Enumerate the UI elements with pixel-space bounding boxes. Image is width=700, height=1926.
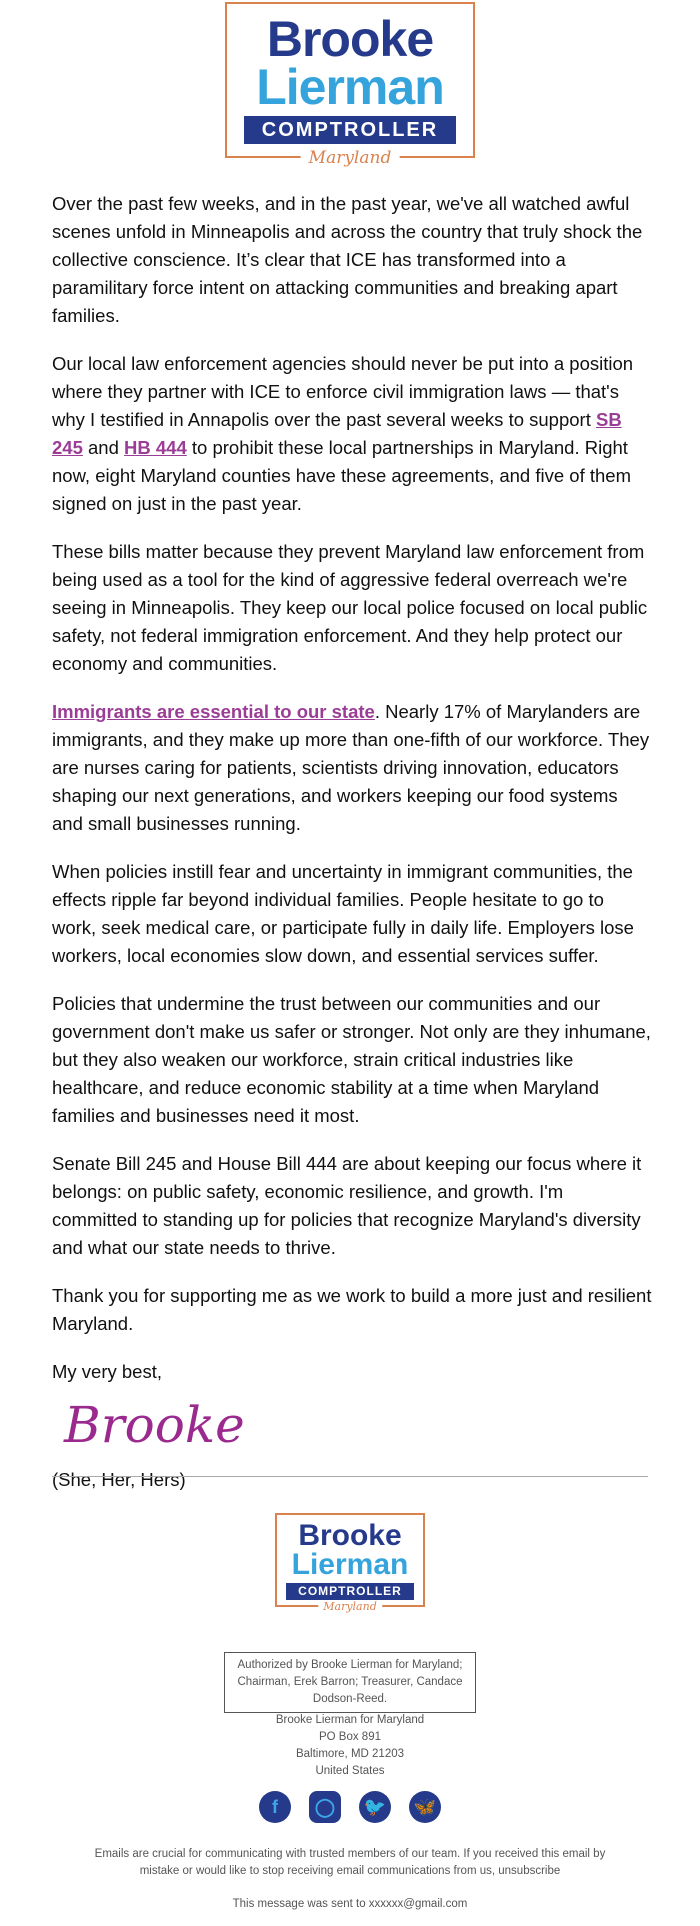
address-line: Brooke Lierman for Maryland (275, 1714, 425, 1726)
text: . Nearly 17% of Marylanders are immigrants, and they make up more than one-fifth of our workforce. They are nurses caring for patients, scientists driving innovation, educators shaping our next generations, and workers keeping our food systems and small businesses running. (52, 701, 650, 834)
header-logo (225, 2, 475, 168)
closing: My very best, (52, 1361, 162, 1382)
paragraph (52, 698, 652, 838)
paragraph: When policies instill fear and uncertainty in immigrant communities, the effects ripple far beyond individual families. People hesitate to go to work, seek medical care, or participate fully in daily life. Employers lose workers, local economies slow down, and essential services suffer. (52, 861, 634, 966)
notice-text: Emails are crucial for communicating with trusted members of our team. If you received this email by mistake or would like to stop receiving email communications from us, (94, 1848, 606, 1877)
address-line: Baltimore, MD 21203 (295, 1748, 405, 1760)
logo-last-name: Lierman (291, 1548, 409, 1581)
paragraph: Over the past few weeks, and in the past year, we've all watched awful scenes unfold in Minneapolis and across the country that truly shock the collective conscience. It’s clear that ICE has transformed into a paramilitary force intent on attacking communities and breaking apart families. (52, 193, 643, 326)
immigrants-essential-link[interactable]: Immigrants are essential to our state (52, 701, 375, 722)
footer-logo (275, 1513, 425, 1613)
sent-to: This message was sent to xxxxxx@gmail.com (232, 1898, 468, 1910)
logo-first-name: Brooke (298, 1519, 402, 1552)
email-body (52, 190, 652, 1514)
pronouns: (She, Her, Hers) (52, 1469, 186, 1490)
authorization-box: Authorized by Brooke Lierman for Maryland; Chairman, Erek Barron; Treasurer, Candace Dodson-Reed. (224, 1652, 476, 1713)
text: to prohibit these local partnerships in Maryland. Right now, eight Maryland counties have these agreements, and five of them signed on just in the past year. (52, 437, 631, 514)
paragraph: Thank you for supporting me as we work to build a more just and resilient Maryland. (52, 1285, 652, 1334)
unsubscribe-link[interactable]: unsubscribe (498, 1865, 561, 1877)
mailing-address (0, 1712, 700, 1780)
sb245-link[interactable]: SB 245 (52, 409, 622, 458)
facebook-icon[interactable]: f (259, 1791, 291, 1823)
logo-first-name: Brooke (266, 11, 434, 67)
logo-state: Maryland (318, 1600, 382, 1613)
paragraph: Policies that undermine the trust between our communities and our government don't make us safer or stronger. Not only are they inhumane, but they also weaken our workforce, strain critical industries like healthcare, and reduce economic stability at a time when Maryland families and businesses need it most. (52, 993, 651, 1126)
signature: Brooke (64, 1396, 245, 1454)
hb444-link[interactable]: HB 444 (124, 437, 187, 458)
paragraph: Senate Bill 245 and House Bill 444 are about keeping our focus where it belongs: on public safety, economic resilience, and growth. I'm committed to standing up for policies that recognize Maryland's diversity and what our state needs to thrive. (52, 1153, 642, 1258)
twitter-icon[interactable]: 🐦 (359, 1791, 391, 1823)
divider (52, 1476, 648, 1477)
address-line: United States (315, 1765, 385, 1777)
address-line: PO Box 891 (318, 1731, 381, 1743)
logo-office: COMPTROLLER (286, 1583, 414, 1600)
text: and (82, 437, 125, 458)
unsubscribe-notice (80, 1846, 620, 1880)
bluesky-icon[interactable]: 🦋 (409, 1791, 441, 1823)
text: Our local law enforcement agencies should never be put into a position where they partner with ICE to enforce civil immigration laws — that's why I testified in Annapolis over the past several weeks to support (52, 353, 634, 430)
logo-office: COMPTROLLER (244, 116, 456, 144)
logo-state: Maryland (301, 148, 400, 168)
logo-last-name: Lierman (256, 59, 444, 115)
paragraph: These bills matter because they prevent Maryland law enforcement from being used as a tool for the kind of aggressive federal overreach we're seeing in Minneapolis. They keep our local police focused on local public safety, not federal immigration enforcement. And they help protect our economy and communities. (52, 541, 648, 674)
instagram-icon[interactable]: ◯ (309, 1791, 341, 1823)
paragraph (52, 350, 652, 518)
social-links (0, 1791, 700, 1823)
